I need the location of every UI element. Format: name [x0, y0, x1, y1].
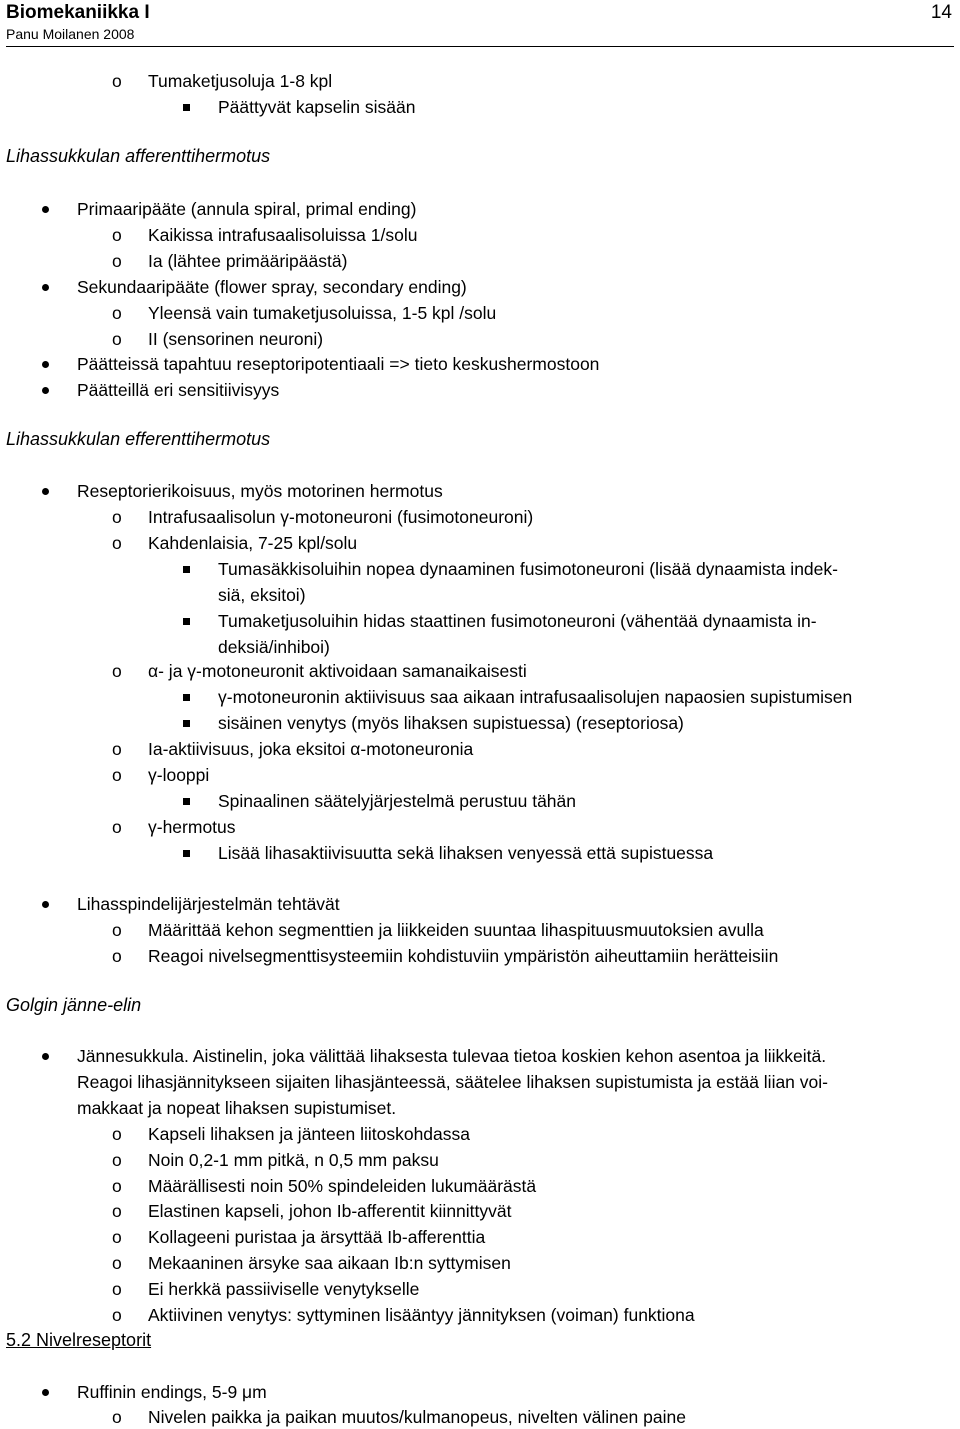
list-item-text: Määrällisesti noin 50% spindeleiden lukumäärästä [148, 1176, 537, 1196]
sub-bullet-icon: o [112, 1201, 122, 1221]
list-item-text: Yleensä vain tumaketjusoluissa, 1-5 kpl /solu [148, 303, 497, 323]
list-item-text: Mekaaninen ärsyke saa aikaan Ib:n syttymisen [148, 1253, 511, 1273]
document-title: Biomekaniikka I [6, 2, 150, 23]
list-item-text: Reagoi lihasjännitykseen sijaiten lihasjänteessä, säätelee lihaksen supistumista ja estää liian voi- [77, 1072, 828, 1092]
sub-bullet-icon: o [112, 1227, 122, 1247]
square-bullet-icon [183, 104, 190, 111]
sub-bullet-icon: o [112, 1407, 122, 1427]
page-header [6, 0, 954, 47]
sub-bullet-icon: o [112, 251, 122, 271]
sub-bullet-icon: o [112, 1305, 122, 1325]
list-item-text: Jännesukkula. Aistinelin, joka välittää lihaksesta tulevaa tietoa koskien kehon asentoa ja liikkeitä. [77, 1046, 827, 1066]
document-author: Panu Moilanen 2008 [6, 26, 135, 42]
list-item-text: Sekundaaripääte (flower spray, secondary ending) [77, 277, 467, 297]
list-item-text: γ-hermotus [148, 817, 236, 837]
sub-bullet-icon: o [112, 1124, 122, 1144]
list-item-text: Määrittää kehon segmenttien ja liikkeiden suuntaa lihaspituusmuutoksien avulla [148, 920, 764, 940]
sub-bullet-icon: o [112, 1150, 122, 1170]
page-number: 14 [930, 2, 952, 23]
sub-bullet-icon: o [112, 739, 122, 759]
list-item-text: Ruffinin endings, 5-9 μm [77, 1382, 267, 1402]
sub-bullet-icon: o [112, 533, 122, 553]
sub-bullet-icon: o [112, 303, 122, 323]
list-item-text: α- ja γ-motoneuronit aktivoidaan samanaikaisesti [148, 661, 527, 681]
list-item-text: Tumaketjusoluja 1-8 kpl [148, 71, 333, 91]
square-bullet-icon [183, 850, 190, 857]
list-item-text: Elastinen kapseli, johon Ib-afferentit kiinnittyvät [148, 1201, 512, 1221]
list-item-text: Ei herkkä passiiviselle venytykselle [148, 1279, 420, 1299]
list-item-text: sisäinen venytys (myös lihaksen supistuessa) (reseptoriosa) [218, 713, 684, 733]
list-item-text: Spinaalinen säätelyjärjestelmä perustuu tähän [218, 791, 577, 811]
square-bullet-icon [183, 618, 190, 625]
bullet-icon [42, 284, 49, 291]
list-item-text: makkaat ja nopeat lihaksen supistumiset. [77, 1098, 397, 1118]
list-item-text: Päätteillä eri sensitiivisyys [77, 380, 280, 400]
numbered-section-heading: 5.2 Nivelreseptorit [6, 1330, 152, 1350]
bullet-icon [42, 387, 49, 394]
list-item-text: Nivelen paikka ja paikan muutos/kulmanopeus, nivelten välinen paine [148, 1407, 686, 1427]
square-bullet-icon [183, 720, 190, 727]
bullet-icon [42, 1389, 49, 1396]
list-item-text: Aktiivinen venytys: syttyminen lisääntyy jännityksen (voiman) funktiona [148, 1305, 695, 1325]
bullet-icon [42, 361, 49, 368]
list-item-text: Ia (lähtee primääripäästä) [148, 251, 348, 271]
section-heading: Lihassukkulan efferenttihermotus [6, 429, 271, 449]
section-heading: Lihassukkulan afferenttihermotus [6, 146, 271, 166]
bullet-icon [42, 901, 49, 908]
sub-bullet-icon: o [112, 329, 122, 349]
sub-bullet-icon: o [112, 661, 122, 681]
list-item-text: γ-looppi [148, 765, 210, 785]
list-item-text: siä, eksitoi) [218, 585, 306, 605]
bullet-icon [42, 1053, 49, 1060]
list-item-text: Reseptorierikoisuus, myös motorinen hermotus [77, 481, 443, 501]
sub-bullet-icon: o [112, 1253, 122, 1273]
list-item-text: Kollageeni puristaa ja ärsyttää Ib-afferenttia [148, 1227, 486, 1247]
list-item-text: Kahdenlaisia, 7-25 kpl/solu [148, 533, 358, 553]
list-item-text: Lihasspindelijärjestelmän tehtävät [77, 894, 340, 914]
bullet-icon [42, 206, 49, 213]
list-item-text: γ-motoneuronin aktiivisuus saa aikaan intrafusaalisolujen napaosien supistumisen [218, 687, 853, 707]
list-item-text: Päätteissä tapahtuu reseptoripotentiaali => tieto keskushermostoon [77, 354, 600, 374]
sub-bullet-icon: o [112, 71, 122, 91]
list-item-text: Tumasäkkisoluihin nopea dynaaminen fusimotoneuroni (lisää dynaamista indek- [218, 559, 838, 579]
list-item-text: Lisää lihasaktiivisuutta sekä lihaksen venyessä että supistuessa [218, 843, 714, 863]
list-item-text: Tumaketjusoluihin hidas staattinen fusimotoneuroni (vähentää dynaamista in- [218, 611, 817, 631]
section-heading: Golgin jänne-elin [6, 995, 142, 1015]
list-item-text: Kaikissa intrafusaalisoluissa 1/solu [148, 225, 418, 245]
list-item-text: Reagoi nivelsegmenttisysteemiin kohdistuviin ympäristön aiheuttamiin herätteisiin [148, 946, 779, 966]
square-bullet-icon [183, 566, 190, 573]
bullet-icon [42, 488, 49, 495]
list-item-text: II (sensorinen neuroni) [148, 329, 324, 349]
list-item-text: Primaaripääte (annula spiral, primal ending) [77, 199, 417, 219]
sub-bullet-icon: o [112, 507, 122, 527]
sub-bullet-icon: o [112, 946, 122, 966]
list-item-text: Intrafusaalisolun γ-motoneuroni (fusimotoneuroni) [148, 507, 534, 527]
sub-bullet-icon: o [112, 1279, 122, 1299]
list-item-text: Kapseli lihaksen ja jänteen liitoskohdassa [148, 1124, 471, 1144]
square-bullet-icon [183, 798, 190, 805]
list-item-text: Noin 0,2-1 mm pitkä, n 0,5 mm paksu [148, 1150, 439, 1170]
sub-bullet-icon: o [112, 920, 122, 940]
sub-bullet-icon: o [112, 225, 122, 245]
list-item-text: Päättyvät kapselin sisään [218, 97, 416, 117]
sub-bullet-icon: o [112, 765, 122, 785]
list-item-text: Ia-aktiivisuus, joka eksitoi α-motoneuronia [148, 739, 474, 759]
list-item-text: deksiä/inhiboi) [218, 637, 330, 657]
sub-bullet-icon: o [112, 817, 122, 837]
square-bullet-icon [183, 694, 190, 701]
sub-bullet-icon: o [112, 1176, 122, 1196]
